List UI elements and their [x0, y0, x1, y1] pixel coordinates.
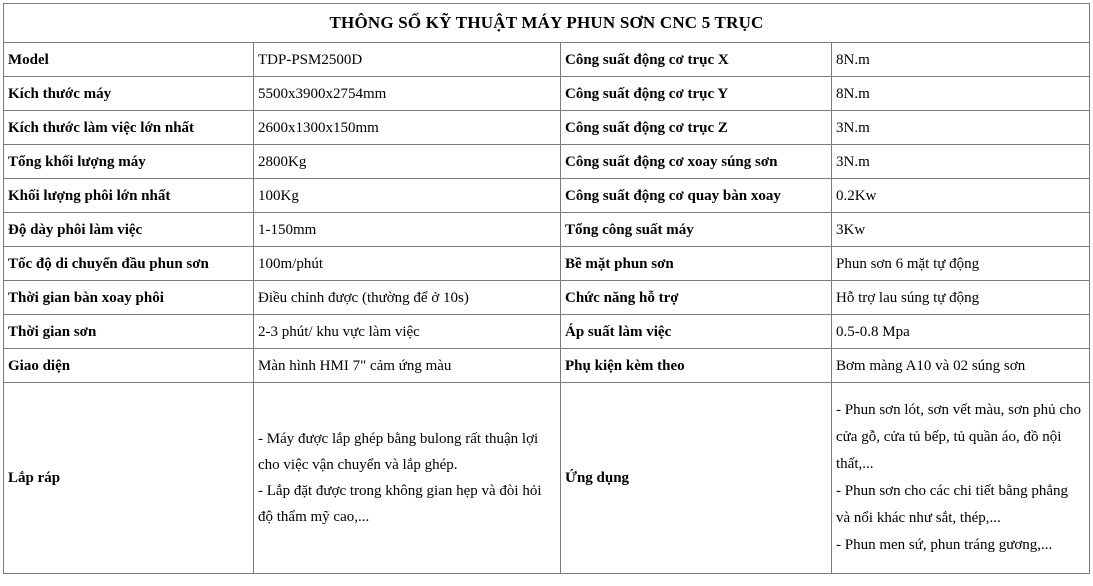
spec-value: 8N.m: [832, 77, 1090, 111]
assembly-line: - Lắp đặt được trong không gian hẹp và đòi hỏi độ thẩm mỹ cao,...: [258, 483, 542, 525]
application-description: [832, 383, 1090, 574]
spec-value: 0.2Kw: [832, 179, 1090, 213]
table-row: [4, 77, 1090, 111]
spec-label: Model: [4, 43, 254, 77]
table-row: [4, 349, 1090, 383]
assembly-label: Lắp ráp: [4, 383, 254, 574]
spec-label: Kích thước làm việc lớn nhất: [4, 111, 254, 145]
spec-label: Tổng khối lượng máy: [4, 145, 254, 179]
spec-value: 8N.m: [832, 43, 1090, 77]
table-row: [4, 43, 1090, 77]
application-line: - Phun men sứ, phun tráng gương,...: [836, 537, 1053, 553]
spec-label: Công suất động cơ quay bàn xoay: [561, 179, 832, 213]
assembly-line: - Máy được lắp ghép bằng bulong rất thuận lợi cho việc vận chuyển và lắp ghép.: [258, 431, 539, 473]
spec-value: TDP-PSM2500D: [254, 43, 561, 77]
spec-value: 3Kw: [832, 213, 1090, 247]
spec-value: 2800Kg: [254, 145, 561, 179]
spec-label: Công suất động cơ trục Y: [561, 77, 832, 111]
spec-label: Chức năng hỗ trợ: [561, 281, 832, 315]
spec-label: Bề mặt phun sơn: [561, 247, 832, 281]
spec-label: Công suất động cơ trục Z: [561, 111, 832, 145]
spec-value: 100m/phút: [254, 247, 561, 281]
spec-value: 2-3 phút/ khu vực làm việc: [254, 315, 561, 349]
spec-value: Bơm màng A10 và 02 súng sơn: [832, 349, 1090, 383]
spec-value: Màn hình HMI 7" cảm ứng màu: [254, 349, 561, 383]
assembly-description: [254, 383, 561, 574]
spec-value: 100Kg: [254, 179, 561, 213]
application-line: - Phun sơn lót, sơn vết màu, sơn phủ cho cửa gỗ, cửa tủ bếp, tủ quần áo, đồ nội thất,...: [836, 402, 1082, 472]
table-row: [4, 281, 1090, 315]
spec-value: Điều chỉnh được (thường để ở 10s): [254, 281, 561, 315]
spec-label: Thời gian bàn xoay phôi: [4, 281, 254, 315]
spec-label: Tốc độ di chuyển đầu phun sơn: [4, 247, 254, 281]
spec-value: 0.5-0.8 Mpa: [832, 315, 1090, 349]
spec-value: 3N.m: [832, 145, 1090, 179]
spec-value: 5500x3900x2754mm: [254, 77, 561, 111]
table-row: [4, 383, 1090, 574]
table-row: [4, 213, 1090, 247]
spec-label: Khối lượng phôi lớn nhất: [4, 179, 254, 213]
spec-value: 3N.m: [832, 111, 1090, 145]
spec-label: Độ dày phôi làm việc: [4, 213, 254, 247]
spec-value: Hỗ trợ lau súng tự động: [832, 281, 1090, 315]
spec-label: Tổng công suất máy: [561, 213, 832, 247]
spec-value: 1-150mm: [254, 213, 561, 247]
table-row: [4, 179, 1090, 213]
spec-value: 2600x1300x150mm: [254, 111, 561, 145]
spec-label: Thời gian sơn: [4, 315, 254, 349]
table-row: [4, 247, 1090, 281]
spec-label: Công suất động cơ xoay súng sơn: [561, 145, 832, 179]
spec-label: Công suất động cơ trục X: [561, 43, 832, 77]
table-row: [4, 315, 1090, 349]
table-row: [4, 145, 1090, 179]
spec-table: [3, 3, 1090, 574]
spec-label: Áp suất làm việc: [561, 315, 832, 349]
application-label: Ứng dụng: [561, 383, 832, 574]
spec-label: Giao diện: [4, 349, 254, 383]
table-title: THÔNG SỐ KỸ THUẬT MÁY PHUN SƠN CNC 5 TRỤC: [4, 4, 1090, 43]
spec-value: Phun sơn 6 mặt tự động: [832, 247, 1090, 281]
spec-label: Kích thước máy: [4, 77, 254, 111]
application-line: - Phun sơn cho các chi tiết bằng phẳng và nổi khác như sắt, thép,...: [836, 483, 1069, 526]
spec-label: Phụ kiện kèm theo: [561, 349, 832, 383]
table-row: [4, 111, 1090, 145]
